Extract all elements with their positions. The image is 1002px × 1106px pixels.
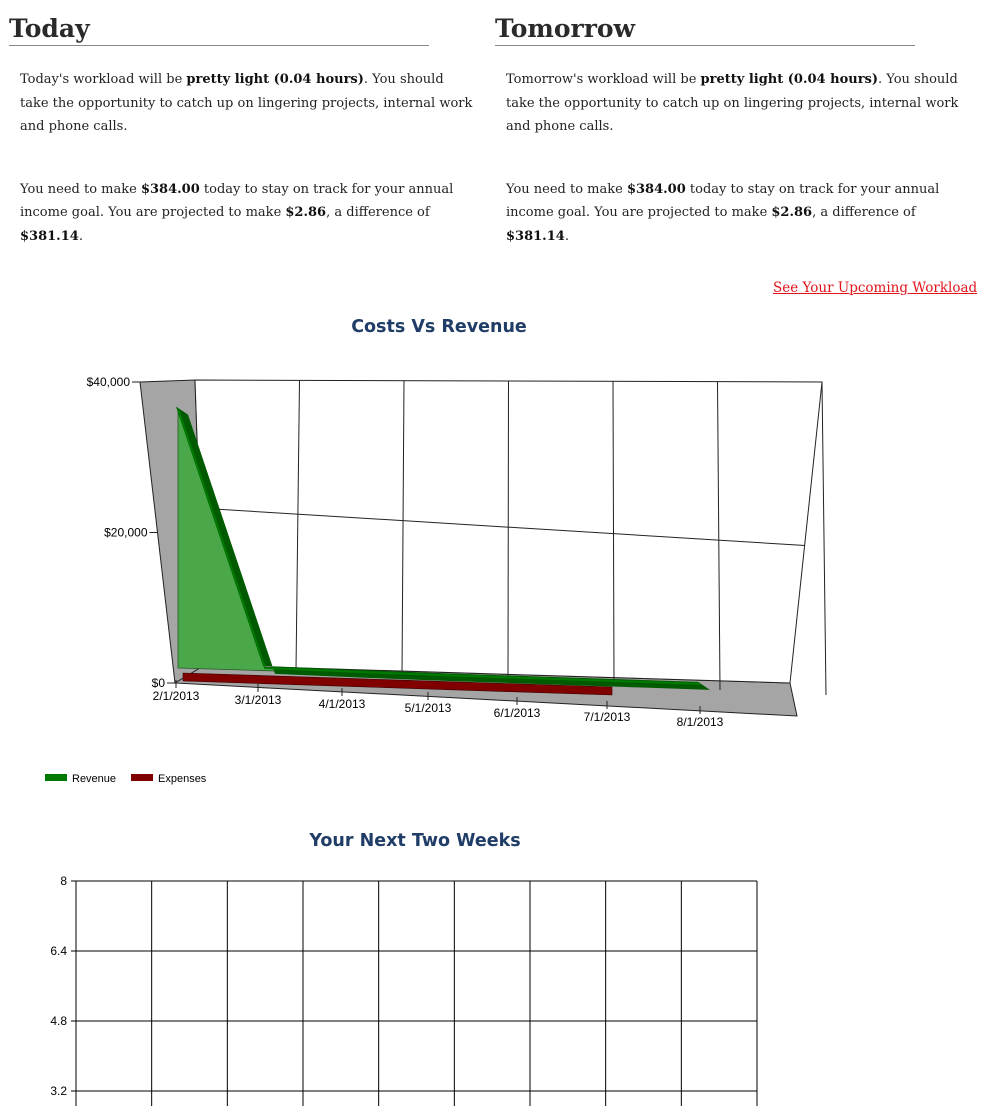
tomorrow-goal-prefix: You need to make bbox=[506, 181, 627, 197]
costs-revenue-chart-title: Costs Vs Revenue bbox=[351, 317, 527, 337]
chart-x-tick-label: 7/1/2013 bbox=[583, 710, 631, 724]
next-two-weeks-chart bbox=[0, 870, 1002, 1106]
today-goal-difference: $381.14 bbox=[20, 228, 79, 244]
today-goal-end: . bbox=[78, 228, 83, 244]
legend-swatch bbox=[131, 774, 153, 781]
chart-y-tick-label: $40,000 bbox=[86, 375, 130, 389]
today-goal-prefix: You need to make bbox=[20, 181, 141, 197]
today-workload-prefix: Today's workload will be bbox=[20, 72, 187, 87]
chart-x-tick-label: 2/1/2013 bbox=[152, 689, 200, 703]
chart-x-tick-label: 8/1/2013 bbox=[676, 715, 724, 729]
tomorrow-goal-projected: $2.86 bbox=[771, 205, 813, 220]
legend-label: Revenue bbox=[72, 773, 117, 785]
tomorrow-goal-end: . bbox=[564, 228, 569, 244]
tomorrow-goal-diff-prefix: , a difference of bbox=[812, 205, 916, 220]
today-workload-suffix: . You should take the opportunity to catch up on lingering projects, internal work and phone calls. bbox=[20, 72, 473, 134]
tomorrow-section bbox=[495, 0, 959, 248]
y-tick-label: 4.8 bbox=[50, 1014, 67, 1028]
tomorrow-goal-difference: $381.14 bbox=[506, 228, 565, 244]
tomorrow-workload-prefix: Tomorrow's workload will be bbox=[506, 72, 701, 87]
legend-swatch bbox=[45, 774, 67, 781]
today-section bbox=[9, 0, 473, 248]
chart-vgrid-line bbox=[822, 382, 826, 695]
today-workload-text bbox=[9, 68, 475, 139]
today-title: Today bbox=[9, 14, 429, 46]
today-goal-mid: today to stay on track for your annual income goal. You are projected to make bbox=[20, 181, 454, 220]
y-tick-label: 6.4 bbox=[50, 944, 67, 958]
costs-revenue-chart bbox=[0, 360, 1002, 800]
today-goal-needed: $384.00 bbox=[140, 181, 200, 197]
tomorrow-workload-text bbox=[495, 68, 961, 139]
tomorrow-workload-suffix: . You should take the opportunity to catch up on lingering projects, internal work and phone calls. bbox=[506, 72, 959, 134]
upcoming-workload-link[interactable]: See Your Upcoming Workload bbox=[773, 280, 978, 296]
tomorrow-goal-mid: today to stay on track for your annual income goal. You are projected to make bbox=[506, 181, 940, 220]
chart-x-tick-label: 6/1/2013 bbox=[493, 706, 541, 720]
legend-label: Expenses bbox=[158, 773, 207, 785]
tomorrow-goal-needed: $384.00 bbox=[626, 181, 686, 197]
tomorrow-workload-level: pretty light (0.04 hours) bbox=[700, 72, 879, 87]
today-goal-text bbox=[9, 178, 475, 249]
y-tick-label: 3.2 bbox=[50, 1084, 67, 1098]
chart-y-tick-label: $0 bbox=[151, 676, 165, 690]
chart-vgrid-line bbox=[508, 381, 509, 680]
tomorrow-goal-text bbox=[495, 178, 961, 249]
today-goal-diff-prefix: , a difference of bbox=[326, 205, 430, 220]
chart-x-tick-label: 4/1/2013 bbox=[318, 697, 366, 711]
today-goal-projected: $2.86 bbox=[285, 205, 327, 220]
y-tick-label: 8 bbox=[60, 874, 67, 888]
next-two-weeks-chart-title: Your Next Two Weeks bbox=[309, 831, 521, 851]
tomorrow-title: Tomorrow bbox=[495, 14, 915, 46]
chart-x-tick-label: 5/1/2013 bbox=[404, 701, 452, 715]
chart-x-tick-label: 3/1/2013 bbox=[234, 693, 282, 707]
chart-y-tick-label: $20,000 bbox=[104, 525, 148, 540]
today-workload-level: pretty light (0.04 hours) bbox=[186, 72, 364, 87]
